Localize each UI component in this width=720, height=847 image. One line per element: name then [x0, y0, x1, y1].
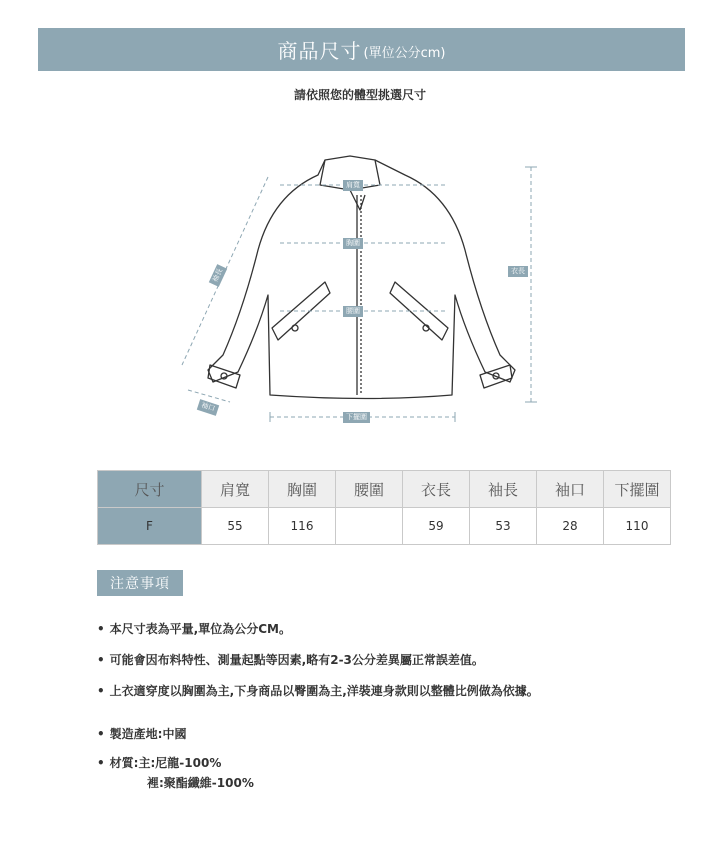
bullet-icon: •: [97, 684, 105, 698]
size-table: [97, 470, 671, 545]
bullet-icon: •: [97, 622, 105, 636]
size-cell: 59: [403, 508, 470, 545]
material-lining: 裡:聚酯纖維-100%: [147, 776, 254, 790]
list-item: [97, 620, 291, 637]
size-table-header: 下擺圍: [604, 471, 671, 508]
size-table-header: 衣長: [403, 471, 470, 508]
origin-item: [97, 725, 186, 742]
size-table-header: 袖口: [537, 471, 604, 508]
label-waist: 腰圍: [343, 306, 363, 317]
label-shoulder: 肩寬: [343, 180, 363, 191]
page-subtitle: 請依照您的體型挑選尺寸: [293, 88, 426, 102]
material-main: 主:尼龍-100%: [138, 756, 222, 770]
note-text: 上衣適穿度以胸圍為主,下身商品以臀圍為主,洋裝連身款則以整體比例做為依據。: [109, 684, 539, 698]
size-cell: 110: [604, 508, 671, 545]
note-text: 可能會因布料特性、測量起點等因素,略有2-3公分差異屬正常誤差值。: [109, 653, 484, 667]
size-cell: 116: [269, 508, 336, 545]
size-cell: 28: [537, 508, 604, 545]
label-hem: 下擺圍: [343, 412, 370, 423]
list-item: [97, 682, 539, 699]
bullet-icon: •: [97, 653, 105, 667]
label-length: 衣長: [508, 266, 528, 277]
size-table-header: 腰圍: [336, 471, 403, 508]
size-table-header: 尺寸: [98, 471, 202, 508]
table-row: [98, 508, 671, 545]
size-cell: 55: [202, 508, 269, 545]
size-table-header: 肩寬: [202, 471, 269, 508]
note-text: 本尺寸表為平量,單位為公分CM。: [109, 622, 291, 636]
page-title-unit: (單位公分cm): [363, 46, 446, 61]
size-table-header: 胸圍: [269, 471, 336, 508]
jacket-diagram: [160, 150, 580, 440]
page-title: 商品尺寸: [277, 39, 362, 63]
label-cuff: 袖口: [197, 399, 219, 416]
bullet-icon: •: [97, 727, 105, 741]
size-table-header: 袖長: [470, 471, 537, 508]
origin-text: 製造產地:中國: [109, 727, 187, 741]
size-cell: F: [98, 508, 202, 545]
list-item: [97, 651, 484, 668]
label-chest: 胸圍: [343, 238, 363, 249]
bullet-icon: •: [97, 756, 105, 770]
material-label: 材質:: [109, 756, 139, 770]
size-cell: 53: [470, 508, 537, 545]
size-table-header-row: [98, 471, 671, 508]
material-item: [97, 754, 221, 771]
label-sleeve: 袖長: [209, 264, 227, 287]
notes-heading: 注意事項: [97, 570, 183, 596]
title-bar: [38, 28, 685, 71]
jacket-illustration: [160, 150, 580, 440]
size-cell: [336, 508, 403, 545]
